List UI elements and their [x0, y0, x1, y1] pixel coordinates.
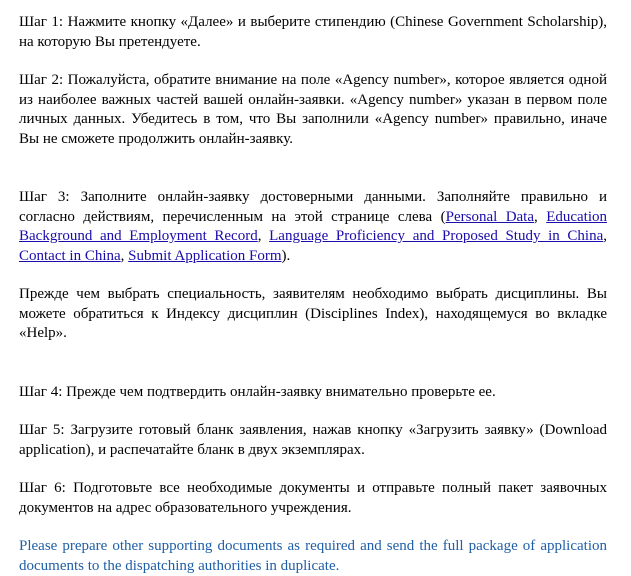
step-3-outro: ).: [281, 247, 291, 264]
step-3: Шаг 3: Заполните онлайн-заявку достоверными данными. Заполняйте правильно и согласно действиям, перечисленным на этой странице слева (Personal Data, Education Background and Employment Record, Language Proficiency and Proposed Study in China, Contact in China, Submit Application Form).: [19, 189, 608, 264]
step-3-intro: Шаг 3: Заполните онлайн-заявку достоверными данными. Заполняйте правильно и согласно действиям, перечисленным на этой странице слева (: [19, 189, 607, 225]
disciplines-note: Прежде чем выбрать специальность, заявителям необходимо выбрать дисциплины. Вы можете обратиться к Индексу дисциплин (Disciplines Index), находящемуся во вкладке «Help».: [19, 286, 607, 341]
english-note: Please prepare other supporting documents as required and send the full package of application documents to the dispatching authorities in duplicate.: [19, 538, 607, 574]
link-contact-in-china[interactable]: Contact in China: [19, 247, 121, 264]
link-personal-data[interactable]: Personal Data: [445, 208, 535, 225]
step-5: Шаг 5: Загрузите готовый бланк заявления, нажав кнопку «Загрузить заявку» (Download application), и распечатайте бланк в двух экземплярах.: [19, 422, 607, 458]
step-2: Шаг 2: Пожалуйста, обратите внимание на поле «Agency number», которое является одной из наиболее важных частей вашей онлайн-заявки. «Agency number» указан в первом поле личных данных. Убедитесь в том, что Вы заполнили «Agency number» правильно, иначе Вы не сможете продолжить онлайн-заявку.: [19, 72, 607, 147]
instructions: [19, 13, 607, 576]
link-language-proficiency[interactable]: Language Proficiency and Proposed Study in China: [269, 228, 604, 244]
link-submit-application-form[interactable]: Submit Application Form: [128, 247, 282, 264]
step-6: Шаг 6: Подготовьте все необходимые документы и отправьте полный пакет заявочных документов на адрес образовательного учреждения.: [19, 480, 607, 516]
link-education-background[interactable]: Education Background and Employment Record: [19, 208, 608, 244]
step-1: Шаг 1: Нажмите кнопку «Далее» и выберите стипендию (Chinese Government Scholarship), на которую Вы претендуете.: [19, 14, 607, 50]
step-4: Шаг 4: Прежде чем подтвердить онлайн-заявку внимательно проверьте ее.: [19, 383, 496, 400]
